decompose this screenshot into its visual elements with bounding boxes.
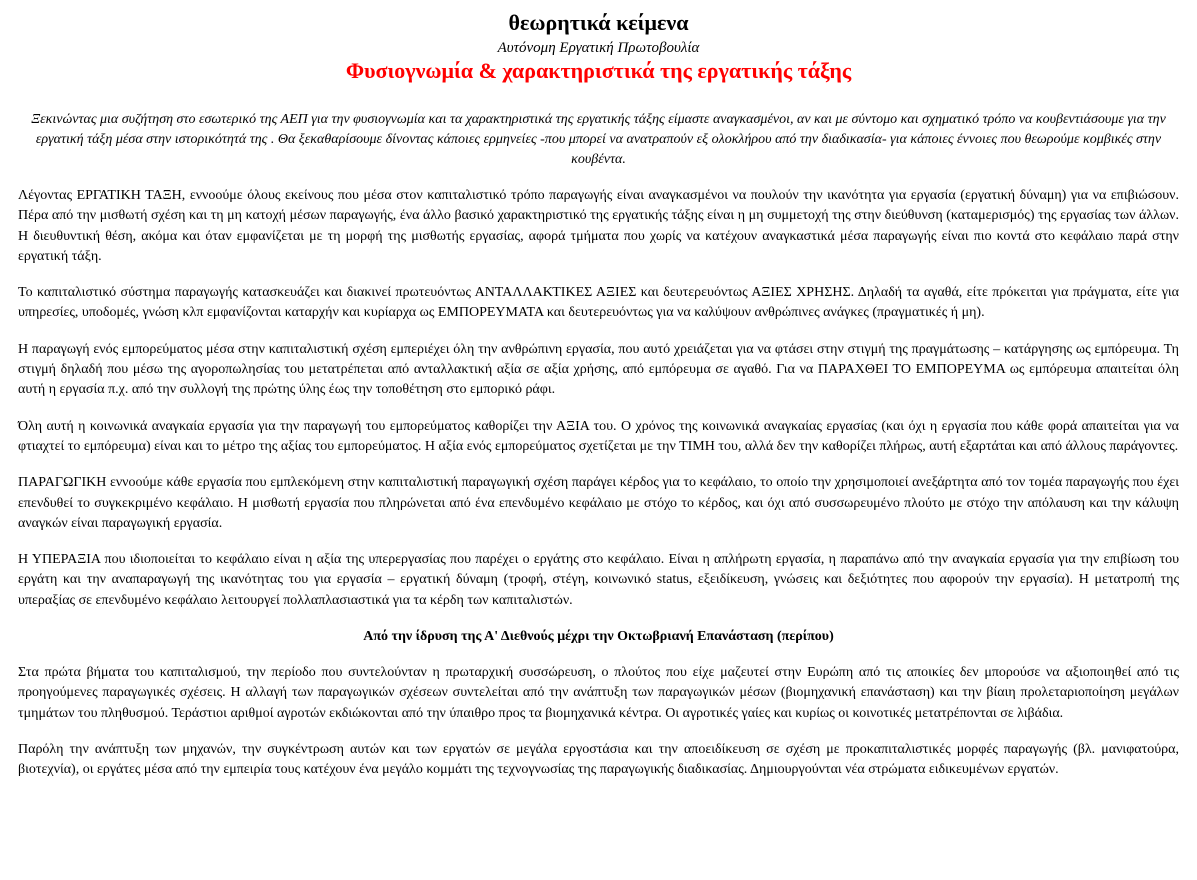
author-name: Αυτόνομη Εργατική Πρωτοβουλία <box>497 40 700 56</box>
paragraph: ΠΑΡΑΓΩΓΙΚΗ εννοούμε κάθε εργασία που εμπλεκόμενη στην καπιταλιστική παραγωγική σχέση παράγει κέρδος για το κεφάλαιο, το οποίο την χρησιμοποιεί ανεξάρτητα από τον τομέα παραγωγής που έχει επενδυθεί το συγκεκριμένο κεφάλαιο. Η μισθωτή εργασία που πληρώνεται από ένα επενδυμένο κεφάλαιο με στόχο το κέρδος, και όχι από συσσωρευμένο πλούτο με στόχο την απόλαυση και την κάλυψη αναγκών είναι παραγωγική εργασία. <box>18 475 1179 531</box>
paragraph: Το καπιταλιστικό σύστημα παραγωγής κατασκευάζει και διακινεί πρωτευόντως ΑΝΤΑΛΛΑΚΤΙΚΕΣ ΑΞΙΕΣ και δευτερευόντως ΑΞΙΕΣ ΧΡΗΣΗΣ. Δηλαδή τα αγαθά, είτε πρόκειται για πράγματα, είτε για υπηρεσίες, υποδομές, γνώση κλπ εμφανίζονται καταρχήν και κυρίαρχα ως ΕΜΠΟΡΕΥΜΑΤΑ και δευτερευόντως για να καλύψουν ανθρώπινες ανάγκες (πραγματικές ή μη). <box>18 285 1179 321</box>
section-title: θεωρητικά κείμενα <box>508 10 689 35</box>
paragraph: Στα πρώτα βήματα του καπιταλισμού, την περίοδο που συντελούνταν η πρωταρχική συσσώρευση, ο πλούτος που είχε μαζευτεί στην Ευρώπη από τις αποικίες δεν μπορούσε να αξιοποιηθεί από τις προηγούμενες παραγωγικές σχέσεις. Η αλλαγή των παραγωγικών σχέσεων συντελείται από την ανάπτυξη των παραγωγικών μέσων (βιομηχανική επανάσταση) και την βίαιη προλεταριοποίηση μεγάλων τμημάτων του πληθυσμού. Τεράστιοι αριθμοί αγροτών εκδιώκονται από την ύπαιθρο προς τα βιομηχανικά κέντρα. Οι αγροτικές γαίες και κυρίως οι κοινοτικές μετατρέπονται σε λιβάδια. <box>18 665 1179 721</box>
paragraph: Παρόλη την ανάπτυξη των μηχανών, την συγκέντρωση αυτών και των εργατών σε μεγάλα εργοστάσια και την αποειδίκευση σε σχέση με προκαπιταλιστικές μορφές παραγωγής (βλ. μανιφατούρα, βιοτεχνία), οι εργάτες μέσα από την εμπειρία τους κατέχουν ένα μεγάλο κομμάτι της τεχνογνωσίας της παραγωγικής διαδικασίας. Δημιουργούνται νέα στρώματα ειδικευμένων εργατών. <box>18 741 1179 778</box>
article-title: Φυσιογνωμία & χαρακτηριστικά της εργατικής τάξης <box>345 58 852 83</box>
article-page <box>18 0 1179 781</box>
section-subheading: Από την ίδρυση της Α' Διεθνούς μέχρι την Οκτωβριανή Επανάσταση (περίπου) <box>363 629 834 645</box>
paragraph: Λέγοντας ΕΡΓΑΤΙΚΗ ΤΑΞΗ, εννοούμε όλους εκείνους που μέσα στον καπιταλιστικό τρόπο παραγωγής είναι αναγκασμένοι να πουλούν την ικανότητα για εργασία (εργατική δύναμη) για να επιβιώσουν. Πέρα από την μισθωτή σχέση και τη μη κατοχή μέσων παραγωγής, ένα άλλο βασικό χαρακτηριστικό της εργατικής τάξης είναι η μη συμμετοχή της στην διεύθυνση (καταμερισμός) της εργασίας των άλλων. Η διευθυντική θέση, ακόμα και όταν εμφανίζεται με τη μορφή της μισθωτής εργασίας, αφορά τμήματα που χωρίς να κατέχουν αναγκαστικά μέσα παραγωγής είναι πιο κοντά στο κεφάλαιο παρά στην εργατική τάξη. <box>18 188 1179 264</box>
paragraph: Όλη αυτή η κοινωνικά αναγκαία εργασία για την παραγωγή του εμπορεύματος καθορίζει την ΑΞΙΑ του. Ο χρόνος της κοινωνικά αναγκαίας εργασίας (και όχι η εργασία που κάθε φορά απαιτείται για να φτιαχτεί το εμπόρευμα) είναι και το μέτρο της αξίας του εμπορεύματος. Η αξία ενός εμπορεύματος σχετίζεται με την ΤΙΜΗ του, αλλά δεν την καθορίζει πλήρως, αυτή εξαρτάται και από άλλους παράγοντες. <box>18 418 1179 454</box>
paragraph: Η ΥΠΕΡΑΞΙΑ που ιδιοποιείται το κεφάλαιο είναι η αξία της υπερεργασίας που παρέχει ο εργάτης στο κεφάλαιο. Είναι η απλήρωτη εργασία, η παραπάνω από την αναγκαία εργασία για την επιβίωση του εργάτη και την αναπαραγωγή της ικανότητας του για εργασία – εργατική δύναμη (τροφή, στέγη, κοινωνικό status, εξειδίκευση, γνώσεις και δεξιότητες που αφορούν την εργασία). Η μετατροπή της υπεραξίας σε επενδυμένο κεφάλαιο λειτουργεί πολλαπλασιαστικά για τα κέρδη των καπιταλιστών. <box>18 552 1179 608</box>
article-intro: Ξεκινώντας μια συζήτηση στο εσωτερικό της ΑΕΠ για την φυσιογνωμία και τα χαρακτηριστικά της εργατικής τάξης είμαστε αναγκασμένοι, αν και με σύντομο και σχηματικό τρόπο να κουβεντιάσουμε για την εργατική τάξη μέσα στην ιστορικότητά της . Θα ξεκαθαρίσουμε δίνοντας κάποιες ερμηνείες -που μπορεί να ανατραπούν εξ ολοκλήρου από την διαδικασία- για κάποιες έννοιες που θεωρούμε κομβικές στην κουβέντα. <box>31 112 1166 167</box>
paragraph: Η παραγωγή ενός εμπορεύματος μέσα στην καπιταλιστική σχέση εμπεριέχει όλη την ανθρώπινη εργασία, που αυτό χρειάζεται για να φτάσει στην στιγμή της πραγμάτωσης – κατάργησης ως εμπόρευμα. Τη στιγμή δηλαδή που μέσω της αγοροπωλησίας του μετατρέπεται από ανταλλακτική αξία σε αξία χρήσης, από εμπόρευμα σε αγαθό. Για να ΠΑΡΑΧΘΕΙ ΤΟ ΕΜΠΟΡΕΥΜΑ ως εμπόρευμα απαιτείται όλη αυτή η εργασία π.χ. από την συλλογή της πρώτης ύλης έως την τοποθέτηση στο εμπορικό ράφι. <box>18 341 1179 398</box>
